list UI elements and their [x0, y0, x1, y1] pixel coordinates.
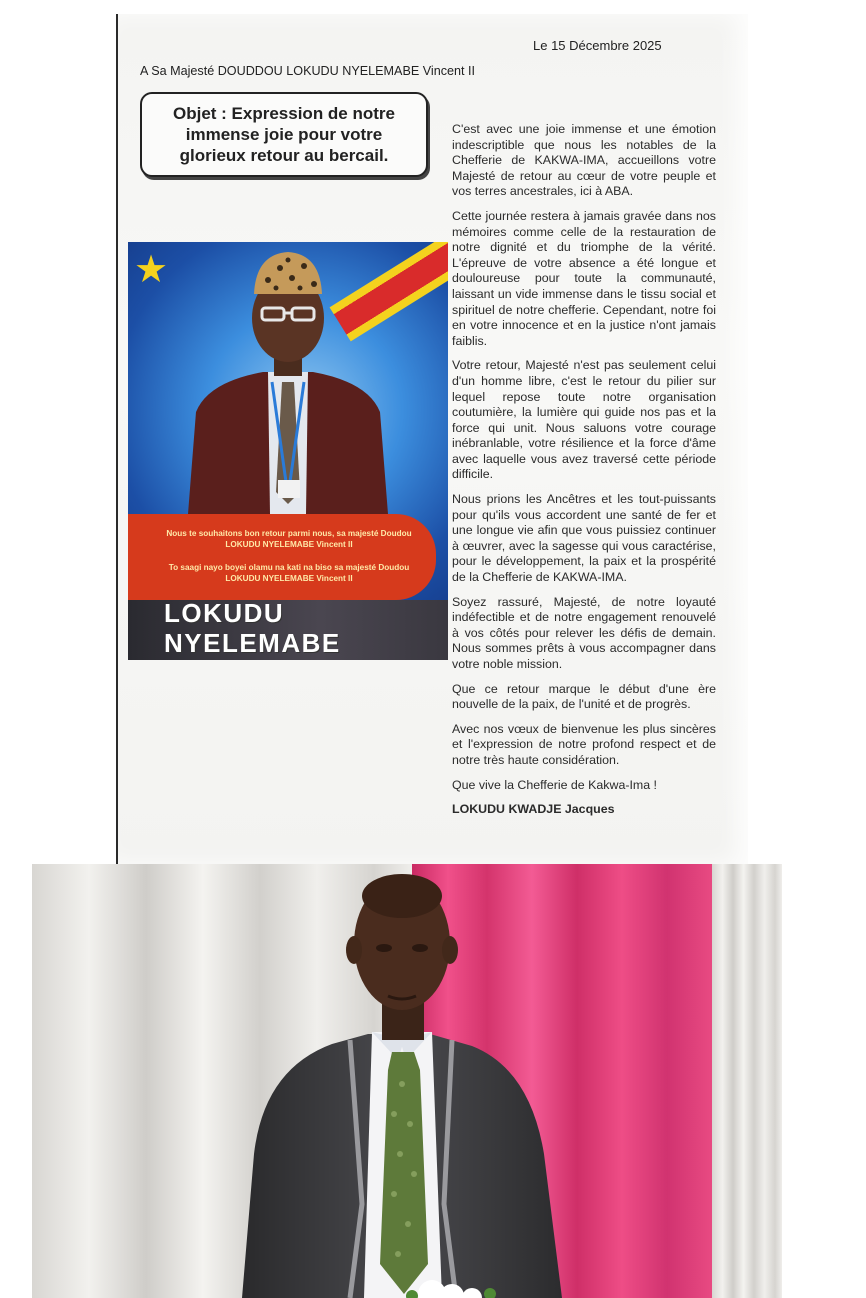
- portrait-photo: [168, 242, 408, 514]
- letter-subject-box: [140, 92, 428, 177]
- letter-recipient: A Sa Majesté DOUDDOU LOKUDU NYELEMABE Vincent II: [140, 64, 476, 78]
- letter-subject: Objet : Expression de notre immense joie pour votre glorieux retour au bercail.: [173, 104, 395, 165]
- letter-date: Le 15 Décembre 2025: [533, 38, 662, 53]
- paragraph: Nous prions les Ancêtres et les tout-puissants pour qu'ils vous accordent une santé de fer et une longue vie afin que vous puissiez continuer à œuvrer, avec la sagesse qui vous caractérise, pour le développement, la paix et la prospérité de la Chefferie de KAKWA-IMA.: [452, 492, 716, 585]
- poster-name-second: NYELEMABE: [164, 628, 341, 658]
- paragraph: Soyez rassuré, Majesté, de notre loyauté indéfectible et de notre engagement renouvelé à vos côtés pour relever les défis de demain. Nous sommes prêts à vous accompagner dans votre noble mission.: [452, 594, 716, 671]
- photo-scene: [32, 864, 782, 1298]
- paragraph: Votre retour, Majesté n'est pas seulement celui d'un homme libre, c'est le retour du pilier sur lequel repose toute notre organisation coutumière, la lumière qui guide nos pas et la force qui unit. Nous saluons votre courage inébranlable, votre résilience et la force d'âme avec laquelle vous avez traversé cette période difficile.: [452, 358, 716, 482]
- banner-message-lingala: To saagi nayo boyei olamu na kati na biso sa majesté Doudou LOKUDU NYELEMABE Vincent II: [168, 563, 410, 583]
- star-icon: ★: [134, 249, 169, 291]
- scanned-letter: [116, 14, 748, 864]
- event-photo: [32, 864, 782, 1298]
- paragraph: C'est avec une joie immense et une émotion indescriptible que nous les notables de la Chefferie de KAKWA-IMA, accueillons votre Majesté de retour au cœur de votre peuple et vos terres ancestrales, ici à ABA.: [452, 122, 716, 199]
- welcome-poster: [128, 242, 448, 660]
- paragraph: Que vive la Chefferie de Kakwa-Ima !: [452, 777, 658, 792]
- poster-name-first: LOKUDU: [164, 598, 285, 628]
- paragraph: Avec nos vœux de bienvenue les plus sincères et l'expression de notre profond respect et de notre très haute considération.: [452, 721, 716, 767]
- letter-body: [452, 122, 716, 827]
- poster-banner: [128, 514, 436, 600]
- paragraph: Que ce retour marque le début d'une ère nouvelle de la paix, de l'unité et de progrès.: [452, 681, 716, 712]
- banner-message-french: Nous te souhaitons bon retour parmi nous, sa majesté Doudou LOKUDU NYELEMABE Vincent II: [166, 529, 412, 549]
- letter-signature: LOKUDU KWADJE Jacques: [452, 802, 615, 817]
- paragraph: Cette journée restera à jamais gravée dans nos mémoires comme celle de la restauration de notre dignité et du triomphe de la vérité. L'épreuve de votre absence a été longue et douloureuse pour toute la communauté, laissant un vide immense dans le tissu social et spirituel de notre chefferie. Cependant, notre foi en votre innocence et en la justice n'ont jamais faiblis.: [452, 208, 716, 348]
